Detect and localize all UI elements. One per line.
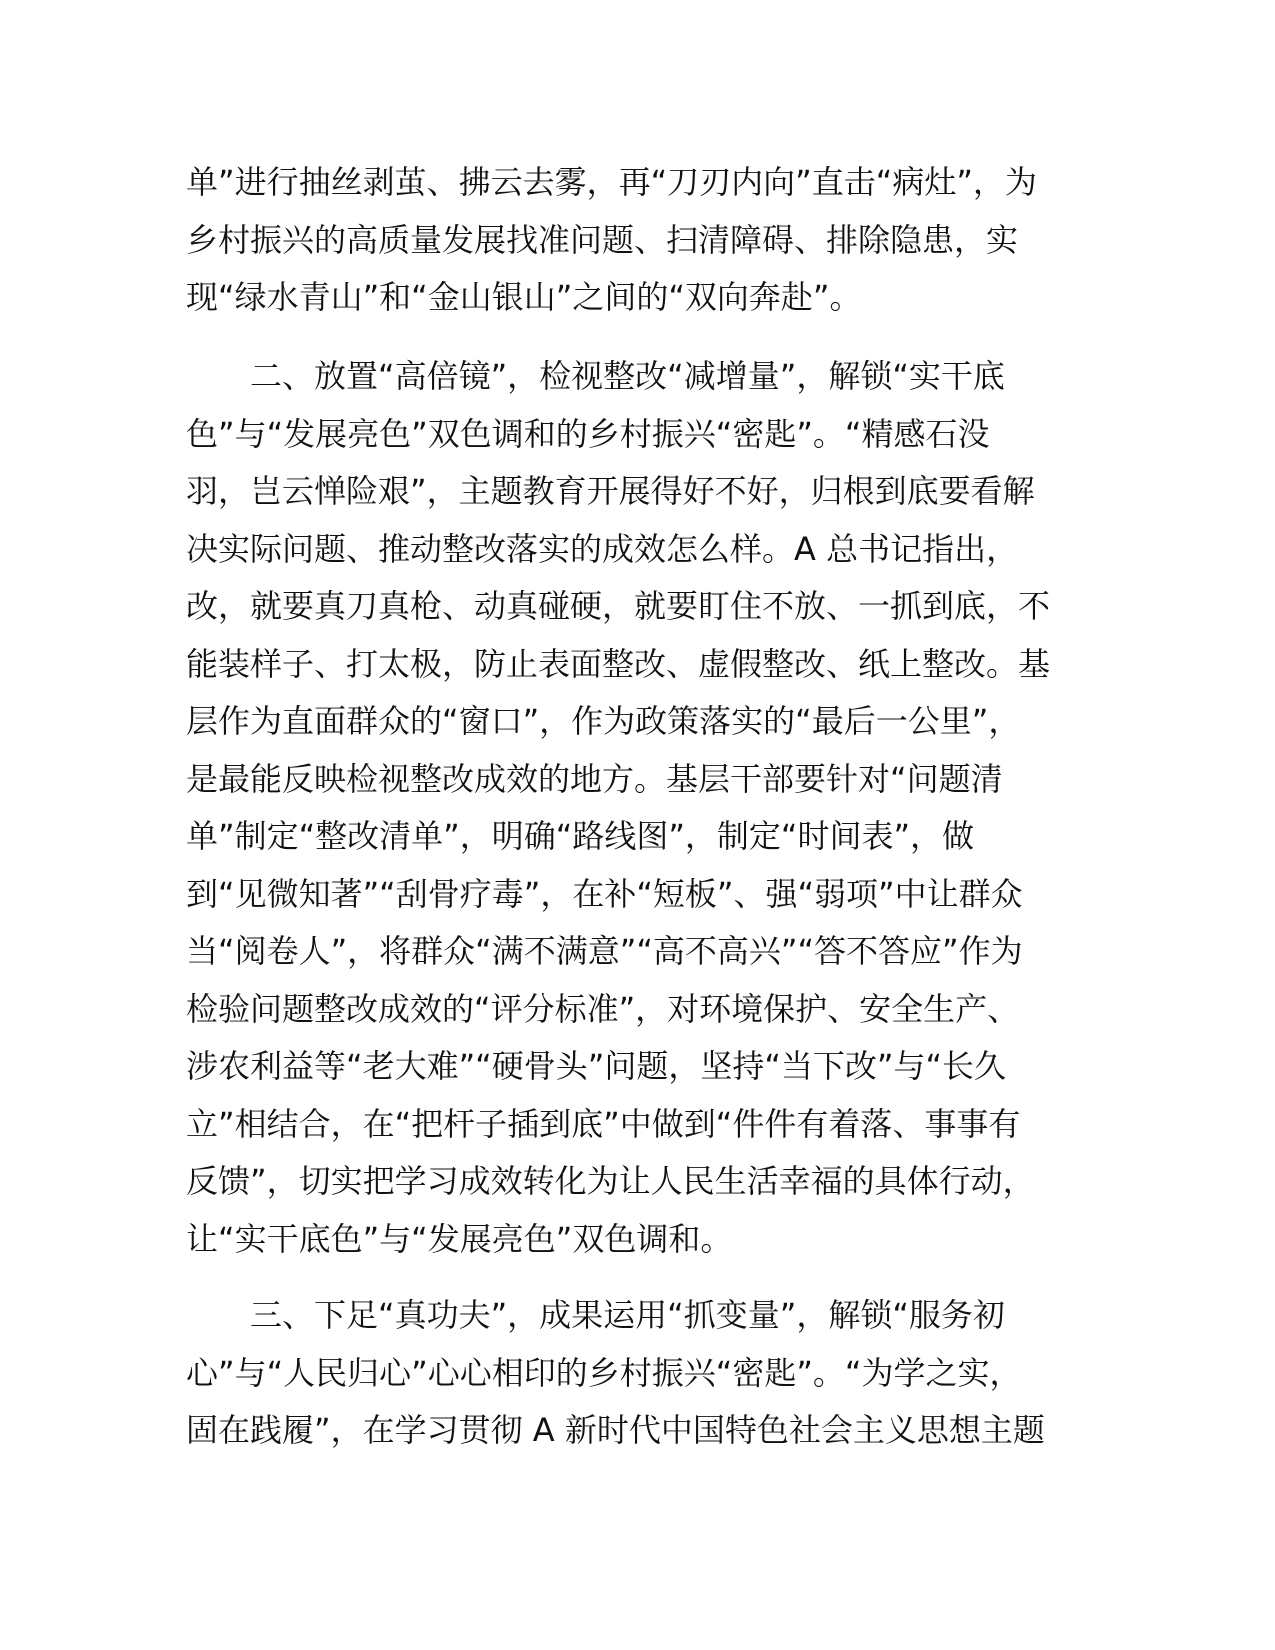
paragraph-line: 涉农利益等“老大难”“硬骨头”问题，坚持“当下改”与“长久 <box>186 1047 1007 1085</box>
paragraph-line: 三、下足“真功夫”，成果运用“抓变量”，解锁“服务初 <box>250 1296 1005 1334</box>
paragraph-line: 反馈”，切实把学习成效转化为让人民生活幸福的具体行动， <box>186 1162 1035 1200</box>
paragraph-line: 决实际问题、推动整改落实的成效怎么样。A 总书记指出， <box>186 529 1019 568</box>
paragraph-line: 单”进行抽丝剥茧、拂云去雾，再“刀刃内向”直击“病灶”，为 <box>186 163 1037 201</box>
paragraph-line: 改，就要真刀真枪、动真碰硬，就要盯住不放、一抓到底，不 <box>186 587 1051 625</box>
paragraph-line: 层作为直面群众的“窗口”，作为政策落实的“最后一公里”， <box>186 702 1021 740</box>
paragraph-3 <box>186 1287 1086 1460</box>
paragraph-line: 立”相结合，在“把杆子插到底”中做到“件件有着落、事事有 <box>186 1104 1021 1143</box>
paragraph-2 <box>186 348 1086 1268</box>
paragraph-line: 单”制定“整改清单”，明确“路线图”，制定“时间表”，做 <box>186 817 975 855</box>
paragraph-line: 乡村振兴的高质量发展找准问题、扫清障碍、排除隐患，实 <box>186 220 1019 259</box>
paragraph-line: 羽，岂云惮险艰”，主题教育开展得好不好，归根到底要看解 <box>186 472 1035 510</box>
paragraph-line: 二、放置“高倍镜”，检视整改“减增量”，解锁“实干底 <box>250 357 1005 395</box>
paragraph-1 <box>186 154 1086 327</box>
paragraph-line: 当“阅卷人”，将群众“满不满意”“高不高兴”“答不答应”作为 <box>186 932 1023 970</box>
paragraph-line: 固在践履”，在学习贯彻 A 新时代中国特色社会主义思想主题 <box>186 1411 1045 1449</box>
paragraph-line: 能装样子、打太极，防止表面整改、虚假整改、纸上整改。基 <box>186 644 1051 683</box>
paragraph-line: 到“见微知著”“刮骨疗毒”，在补“短板”、强“弱项”中让群众 <box>186 874 1023 913</box>
paragraph-line: 是最能反映检视整改成效的地方。基层干部要针对“问题清 <box>186 759 1003 798</box>
paragraph-line: 检验问题整改成效的“评分标准”，对环境保护、安全生产、 <box>186 989 1020 1028</box>
paragraph-line: 现“绿水青山”和“金山银山”之间的“双向奔赴”。 <box>186 278 862 316</box>
paragraph-line: 色”与“发展亮色”双色调和的乡村振兴“密匙”。“精感石没 <box>186 414 990 453</box>
paragraph-line: 让“实干底色”与“发展亮色”双色调和。 <box>186 1219 733 1258</box>
paragraph-line: 心”与“人民归心”心心相印的乡村振兴“密匙”。“为学之实， <box>186 1353 1022 1392</box>
